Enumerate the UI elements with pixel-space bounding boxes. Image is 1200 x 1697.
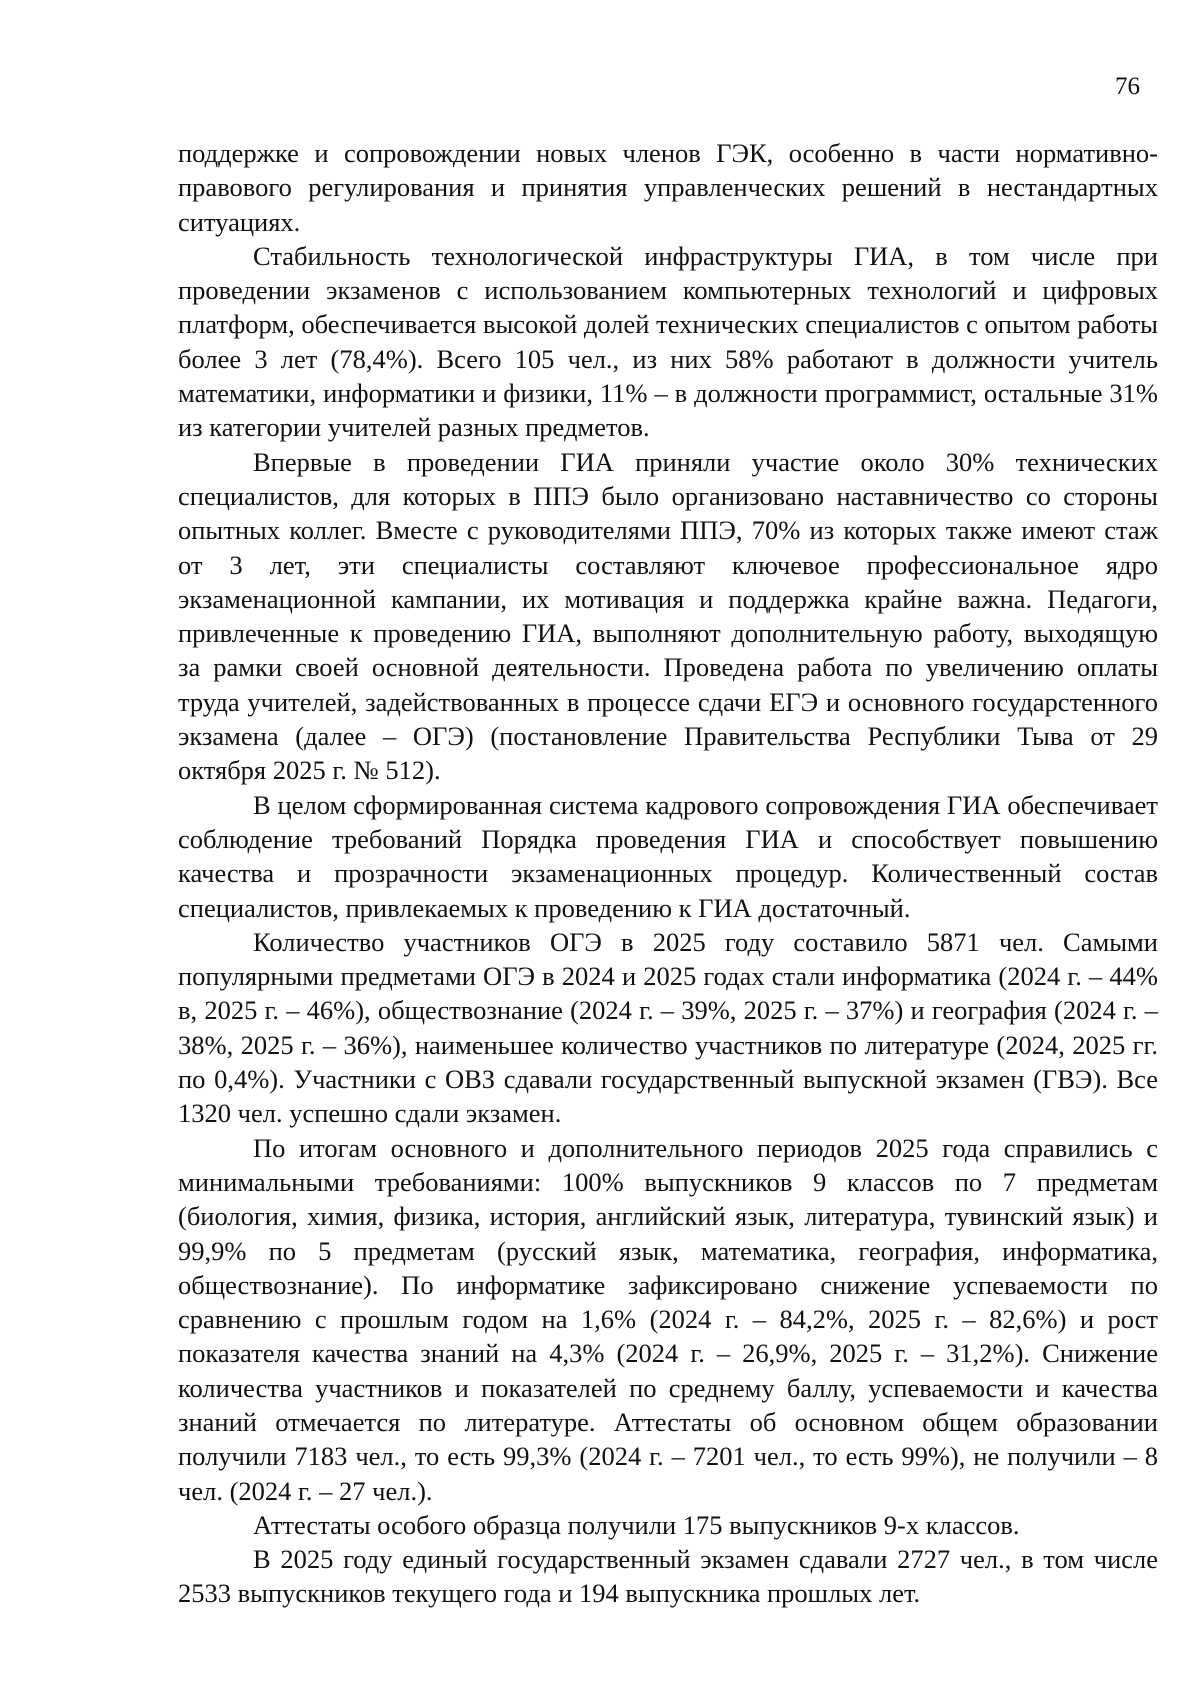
paragraph-4: В целом сформированная система кадрового сопровождения ГИА обеспечивает соблюдение требований Порядка проведения ГИА и способствует повышению качества и прозрачности экзаменационных процедур. Количественный состав специалистов, привлекаемых к проведению к ГИА достаточный. bbox=[178, 789, 1158, 923]
paragraph-3: Впервые в проведении ГИА приняли участие около 30% технических специалистов, для которых в ППЭ было организовано наставничество со стороны опытных коллег. Вместе с руководителями ППЭ, 70% из которых также имеют стаж от 3 лет, эти специалисты составляют ключевое профессиональное ядро экзаменационной кампании, их мотивация и поддержка крайне важна. Педагоги, привлеченные к проведению ГИА, выполняют дополнительную работу, выходящую за рамки своей основной деятельности. Проведена работа по увеличению оплаты труда учителей, задействованных в процессе сдачи ЕГЭ и основного государстенного экзамена (далее – ОГЭ) (постановление Правительства Республики Тыва от 29 октября 2025 г. № 512). bbox=[178, 446, 1158, 786]
page-number: 76 bbox=[1115, 73, 1140, 100]
paragraph-8: В 2025 году единый государственный экзамен сдавали 2727 чел., в том числе 2533 выпускников текущего года и 194 выпускника прошлых лет. bbox=[178, 1544, 1158, 1609]
paragraph-5: Количество участников ОГЭ в 2025 году составило 5871 чел. Самыми популярными предметами ОГЭ в 2024 и 2025 годах стали информатика (2024 г. – 44% в, 2025 г. – 46%), обществознание (2024 г. – 39%, 2025 г. – 37%) и география (2024 г. – 38%, 2025 г. – 36%), наименьшее количество участников по литературе (2024, 2025 гг. по 0,4%). Участники с ОВЗ сдавали государственный выпускной экзамен (ГВЭ). Все 1320 чел. успешно сдали экзамен. bbox=[178, 926, 1158, 1129]
paragraph-7: Аттестаты особого образца получили 175 выпускников 9-х классов. bbox=[253, 1509, 1020, 1540]
paragraph-1: поддержке и сопровождении новых членов ГЭК, особенно в части нормативно-правового регулирования и принятия управленческих решений в нестандартных ситуациях. bbox=[178, 138, 1158, 237]
paragraph-6: По итогам основного и дополнительного периодов 2025 года справились с минимальными требованиями: 100% выпускников 9 классов по 7 предметам (биология, химия, физика, история, английский язык, литература, тувинский язык) и 99,9% по 5 предметам (русский язык, математика, география, информатика, обществознание). По информатике зафиксировано снижение успеваемости по сравнению с прошлым годом на 1,6% (2024 г. – 84,2%, 2025 г. – 82,6%) и рост показателя качества знаний на 4,3% (2024 г. – 26,9%, 2025 г. – 31,2%). Снижение количества участников и показателей по среднему баллу, успеваемости и качества знаний отмечается по литературе. Аттестаты об основном общем образовании получили 7183 чел., то есть 99,3% (2024 г. – 7201 чел., то есть 99%), не получили – 8 чел. (2024 г. – 27 чел.). bbox=[178, 1132, 1158, 1506]
paragraph-2: Стабильность технологической инфраструктуры ГИА, в том числе при проведении экзаменов с использованием компьютерных технологий и цифровых платформ, обеспечивается высокой долей технических специалистов с опытом работы более 3 лет (78,4%). Всего 105 чел., из них 58% работают в должности учитель математики, информатики и физики, 11% – в должности программист, остальные 31% из категории учителей разных предметов. bbox=[178, 240, 1158, 443]
body-text bbox=[178, 136, 1158, 1611]
